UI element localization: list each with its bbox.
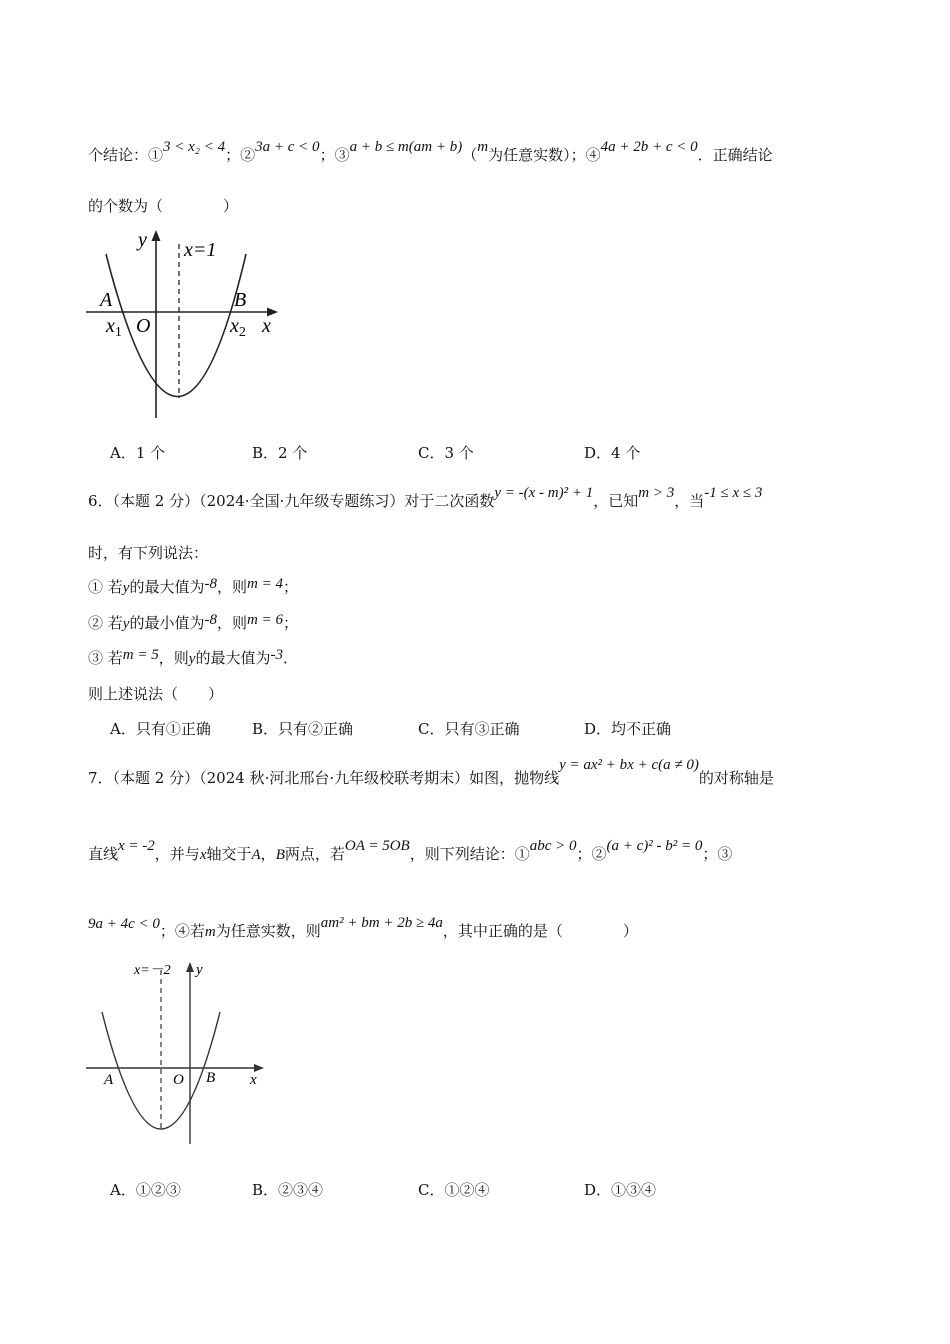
q7-option-b[interactable]: B．②③④	[252, 1181, 324, 1199]
q6-option-a[interactable]: A．只有①正确	[110, 720, 211, 738]
point-a-label: A	[100, 289, 113, 311]
q6-option-b[interactable]: B．只有②正确	[252, 720, 354, 738]
formula: y = -(x - m)² + 1	[494, 485, 594, 501]
q6-option-d[interactable]: D．均不正确	[584, 720, 672, 738]
q7-option-d[interactable]: D．①③④	[584, 1181, 657, 1199]
q6-statement-2: ② 若y的最小值为-8，则m = 6；	[88, 612, 298, 632]
symmetry-axis-label: x=1	[184, 239, 217, 261]
q6-statement-1: ① 若y的最大值为-8，则m = 4；	[88, 576, 298, 596]
q5-option-a[interactable]: A．1 个	[110, 444, 166, 462]
formula: -1 ≤ x ≤ 3	[704, 485, 763, 501]
symmetry-axis-label: x=－2	[134, 963, 171, 978]
x2-label: $x_2$	[230, 315, 246, 340]
formula: y = ax² + bx + c(a ≠ 0)	[559, 757, 699, 773]
point-a-label: A	[104, 1072, 114, 1088]
q6-statement-line: 6．（本题 2 分）（2024·全国·九年级专题练习）对于二次函数y = -(x - m)² + 1，已知m > 3，当-1 ≤ x ≤ 3	[88, 485, 763, 510]
q7-statement-line: 7．（本题 2 分）（2024 秋·河北邢台·九年级校联考期末）如图，抛物线y = ax² + bx + c(a ≠ 0)的对称轴是	[88, 757, 774, 787]
q6-statement-3: ③ 若m = 5，则y的最大值为-3．	[88, 647, 298, 667]
q5-statement-line: 个结论：①3 < x₂ < 4；②3a + c < 0；③a + b ≤ m(am + b)（m为任意实数）；④4a + 2b + c < 0．正确结论	[88, 139, 773, 164]
q6-option-c[interactable]: C．只有③正确	[418, 720, 520, 738]
formula: m > 3	[638, 485, 675, 501]
x1-label: $x_1$	[106, 315, 122, 340]
origin-label: O	[173, 1072, 184, 1088]
formula: m	[477, 139, 489, 155]
q7-condition-line: 直线x = -2，并与x轴交于A，B两点，若OA = 5OB，则下列结论：①abc > 0；②(a + c)² - b² = 0；③	[88, 838, 733, 863]
q7-conclusion-line: 9a + 4c < 0；④若m为任意实数，则am² + bm + 2b ≥ 4a，其中正确的是（ ）	[88, 915, 638, 940]
q5-question-line: 的个数为（ ）	[88, 197, 239, 215]
origin-label: O	[136, 315, 151, 337]
q5-option-c[interactable]: C．3 个	[418, 444, 474, 462]
q7-option-c[interactable]: C．①②④	[418, 1181, 490, 1199]
q5-parabola-graph	[84, 224, 284, 424]
q5-option-d[interactable]: D．4 个	[584, 444, 641, 462]
q5-option-b[interactable]: B．2 个	[252, 444, 308, 462]
formula: 3a + c < 0	[255, 139, 320, 155]
x-axis-label: x	[250, 1072, 257, 1088]
x-axis-label: x	[262, 315, 271, 337]
y-axis-label: y	[138, 229, 147, 251]
formula: a + b ≤ m(am + b)	[349, 139, 463, 155]
y-axis-label: y	[196, 962, 203, 978]
point-b-label: B	[234, 289, 247, 311]
formula: 4a + 2b + c < 0	[600, 139, 698, 155]
q7-parabola-graph	[84, 954, 274, 1150]
q6-intro-line: 时，有下列说法：	[88, 544, 209, 562]
point-b-label: B	[206, 1070, 216, 1086]
q7-option-a[interactable]: A．①②③	[110, 1181, 181, 1199]
q6-question-line: 则上述说法（ ）	[88, 685, 224, 703]
formula: 3 < x₂ < 4	[163, 139, 226, 155]
